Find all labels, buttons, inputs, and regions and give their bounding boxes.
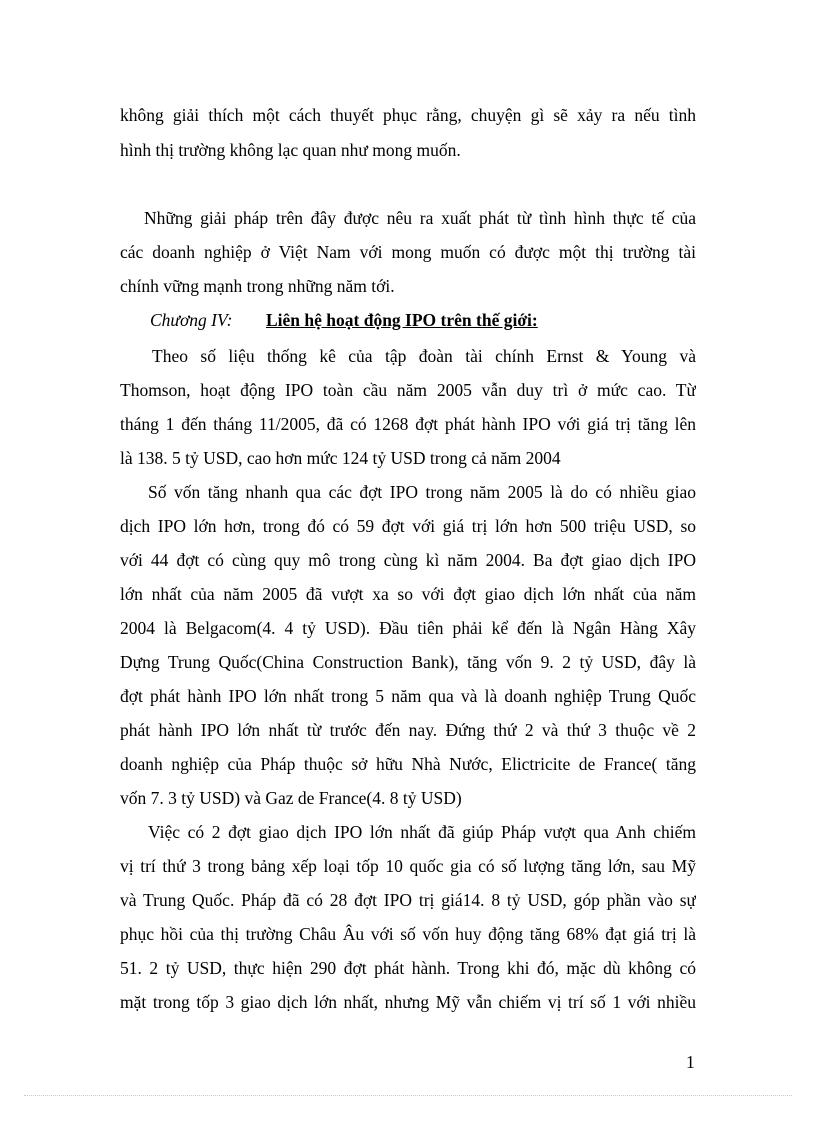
paragraph-4-line-8: phát hành IPO lớn nhất từ trước đến nay. Đứng thứ 2 và thứ 3 thuộc về 2 <box>120 720 696 740</box>
paragraph-4-line-6: Dựng Trung Quốc(China Construction Bank), tăng vốn 9. 2 tỷ USD, đây là <box>120 652 696 672</box>
paragraph-3-line-1: Theo số liệu thống kê của tập đoàn tài chính Ernst & Young và <box>152 346 696 366</box>
paragraph-3-line-3: tháng 1 đến tháng 11/2005, đã có 1268 đợt phát hành IPO với giá trị tăng lên <box>120 414 696 434</box>
paragraph-5-line-1: Việc có 2 đợt giao dịch IPO lớn nhất đã giúp Pháp vượt qua Anh chiếm <box>148 822 696 842</box>
paragraph-4-line-10: vốn 7. 3 tỷ USD) và Gaz de France(4. 8 tỷ USD) <box>120 788 462 808</box>
chapter-label: Chương IV: <box>150 310 233 330</box>
paragraph-2-line-2: các doanh nghiệp ở Việt Nam với mong muốn có được một thị trường tài <box>120 242 696 262</box>
paragraph-3-line-4: là 138. 5 tỷ USD, cao hơn mức 124 tỷ USD trong cả năm 2004 <box>120 448 561 468</box>
paragraph-4-line-4: lớn nhất của năm 2005 đã vượt xa so với đợt giao dịch lớn nhất của năm <box>120 584 696 604</box>
paragraph-4-line-2: dịch IPO lớn hơn, trong đó có 59 đợt với giá trị lớn hơn 500 triệu USD, so <box>120 516 696 536</box>
paragraph-4-line-3: với 44 đợt có cùng quy mô trong cùng kì năm 2004. Ba đợt giao dịch IPO <box>120 550 696 570</box>
footer-divider <box>24 1095 792 1096</box>
paragraph-5-line-5: 51. 2 tỷ USD, thực hiện 290 đợt phát hành. Trong khi đó, mặc dù không có <box>120 958 696 978</box>
paragraph-4-line-5: 2004 là Belgacom(4. 4 tỷ USD). Đầu tiên phải kể đến là Ngân Hàng Xây <box>120 618 696 638</box>
page-number: 1 <box>686 1052 695 1072</box>
paragraph-2-line-1: Những giải pháp trên đây được nêu ra xuất phát từ tình hình thực tế của <box>144 208 696 228</box>
paragraph-1-line-2: hình thị trường không lạc quan như mong muốn. <box>120 140 461 160</box>
chapter-title: Liên hệ hoạt động IPO trên thế giới: <box>266 310 538 330</box>
paragraph-4-line-1: Số vốn tăng nhanh qua các đợt IPO trong năm 2005 là do có nhiều giao <box>148 482 696 502</box>
paragraph-5-line-2: vị trí thứ 3 trong bảng xếp loại tốp 10 quốc gia có số lượng tăng lớn, sau Mỹ <box>120 856 696 876</box>
paragraph-4-line-7: đợt phát hành IPO lớn nhất trong 5 năm qua và là doanh nghiệp Trung Quốc <box>120 686 696 706</box>
paragraph-1-line-1: không giải thích một cách thuyết phục rằng, chuyện gì sẽ xảy ra nếu tình <box>120 105 696 125</box>
paragraph-4-line-9: doanh nghiệp của Pháp thuộc sở hữu Nhà Nước, Elictricite de France( tăng <box>120 754 696 774</box>
paragraph-5-line-3: và Trung Quốc. Pháp đã có 28 đợt IPO trị giá14. 8 tỷ USD, góp phần vào sự <box>120 890 696 910</box>
paragraph-2-line-3: chính vững mạnh trong những năm tới. <box>120 276 395 296</box>
paragraph-5-line-4: phục hồi của thị trường Châu Âu với số vốn huy động tăng 68% đạt giá trị là <box>120 924 696 944</box>
paragraph-5-line-6: mặt trong tốp 3 giao dịch lớn nhất, nhưng Mỹ vẫn chiếm vị trí số 1 với nhiều <box>120 992 696 1012</box>
paragraph-3-line-2: Thomson, hoạt động IPO toàn cầu năm 2005 vẫn duy trì ở mức cao. Từ <box>120 380 696 400</box>
